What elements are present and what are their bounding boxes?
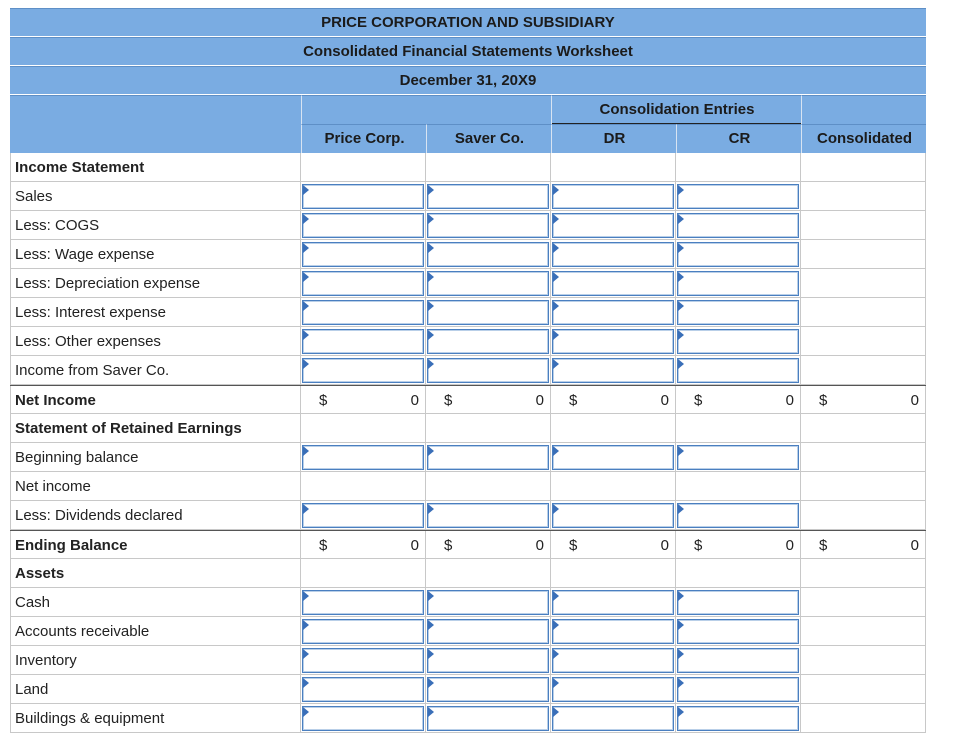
cell [676,675,801,704]
cell [676,414,801,443]
cell [801,356,926,385]
cell [551,211,676,240]
cell [426,472,551,501]
amount-input[interactable] [677,706,799,731]
cell [551,182,676,211]
cell [301,472,426,501]
cell [301,298,426,327]
amount-input[interactable] [552,358,674,383]
cell [301,153,426,182]
currency-symbol: $ [819,537,828,554]
amount-input[interactable] [552,271,674,296]
row-label: Net income [10,472,301,501]
amount-input[interactable] [677,503,799,528]
header-label-column [10,95,301,153]
cell [551,617,676,646]
cell [801,501,926,530]
total-value: 0 [785,537,794,554]
cell [551,356,676,385]
cell [801,211,926,240]
cell [426,588,551,617]
cell [801,559,926,588]
total-value: 0 [535,392,544,409]
amount-input[interactable] [677,213,799,238]
table-row [10,240,926,269]
amount-input[interactable] [302,706,424,731]
total-value: 0 [410,537,419,554]
cell [301,588,426,617]
cell [301,240,426,269]
cell [676,531,801,560]
total-value: 0 [660,537,669,554]
cell [801,531,926,560]
cell [426,559,551,588]
amount-input[interactable] [677,242,799,267]
amount-input[interactable] [302,503,424,528]
amount-input[interactable] [552,677,674,702]
cell [551,327,676,356]
cell [426,356,551,385]
cell [801,298,926,327]
cell [301,617,426,646]
amount-input[interactable] [302,648,424,673]
table-row [10,385,926,414]
cell [551,240,676,269]
cell [801,675,926,704]
amount-input[interactable] [677,329,799,354]
cell [551,559,676,588]
header-price-corp: Price Corp. [301,124,426,153]
table-row [10,182,926,211]
amount-input[interactable] [552,619,674,644]
amount-input[interactable] [427,619,549,644]
cell [676,443,801,472]
amount-input[interactable] [677,590,799,615]
amount-input[interactable] [427,445,549,470]
cell [801,386,926,415]
total-value: 0 [785,392,794,409]
row-label: Statement of Retained Earnings [10,414,301,443]
total-value: 0 [535,537,544,554]
row-label: Buildings & equipment [10,704,301,733]
currency-symbol: $ [819,392,828,409]
currency-symbol: $ [569,537,578,554]
cell [551,298,676,327]
cell [301,531,426,560]
table-row [10,501,926,530]
amount-input[interactable] [302,242,424,267]
header-spacer-right [801,95,926,124]
cell [801,704,926,733]
table-row [10,704,926,733]
table-row [10,675,926,704]
cell [551,588,676,617]
worksheet-title-name: Consolidated Financial Statements Worksheet [10,37,926,65]
row-label: Less: Dividends declared [10,501,301,530]
amount-input[interactable] [427,271,549,296]
cell [551,386,676,415]
header-saver-co: Saver Co. [426,124,551,153]
cell [801,414,926,443]
cell [676,153,801,182]
cell [426,298,551,327]
table-row [10,211,926,240]
amount-input[interactable] [677,300,799,325]
currency-symbol: $ [444,537,453,554]
amount-input[interactable] [677,271,799,296]
currency-symbol: $ [319,392,328,409]
amount-input[interactable] [302,677,424,702]
cell [426,675,551,704]
cell [676,298,801,327]
amount-input[interactable] [427,300,549,325]
row-label: Land [10,675,301,704]
cell [801,327,926,356]
row-label: Less: Other expenses [10,327,301,356]
cell [676,211,801,240]
cell [301,704,426,733]
row-label: Cash [10,588,301,617]
row-label: Accounts receivable [10,617,301,646]
consolidation-entries-label: Consolidation Entries [599,101,755,118]
cell [551,443,676,472]
amount-input[interactable] [427,503,549,528]
table-row [10,327,926,356]
cell [551,675,676,704]
amount-input[interactable] [427,184,549,209]
row-label: Net Income [10,386,301,415]
total-value: 0 [410,392,419,409]
amount-input[interactable] [677,677,799,702]
row-label: Income Statement [10,153,301,182]
total-value: 0 [910,392,919,409]
header-dr: DR [551,124,676,153]
cell [801,617,926,646]
amount-input[interactable] [677,648,799,673]
cell [426,617,551,646]
cell [426,240,551,269]
row-label: Assets [10,559,301,588]
row-label: Less: Wage expense [10,240,301,269]
amount-input[interactable] [677,445,799,470]
cell [551,704,676,733]
amount-input[interactable] [552,329,674,354]
currency-symbol: $ [694,392,703,409]
cell [551,269,676,298]
cell [301,269,426,298]
cell [676,617,801,646]
amount-input[interactable] [552,300,674,325]
amount-input[interactable] [427,329,549,354]
amount-input[interactable] [552,706,674,731]
cell [801,443,926,472]
cell [301,386,426,415]
table-row [10,530,926,559]
total-value: 0 [910,537,919,554]
cell [676,269,801,298]
worksheet-title-date: December 31, 20X9 [10,66,926,94]
amount-input[interactable] [677,619,799,644]
amount-input[interactable] [427,358,549,383]
cell [551,531,676,560]
table-row [10,646,926,675]
amount-input[interactable] [302,619,424,644]
cell [676,240,801,269]
amount-input[interactable] [427,242,549,267]
currency-symbol: $ [319,537,328,554]
cell [426,443,551,472]
table-row [10,269,926,298]
cell [676,646,801,675]
amount-input[interactable] [302,271,424,296]
amount-input[interactable] [302,329,424,354]
amount-input[interactable] [302,590,424,615]
amount-input[interactable] [552,184,674,209]
amount-input[interactable] [427,648,549,673]
currency-symbol: $ [444,392,453,409]
cell [426,531,551,560]
cell [426,646,551,675]
cell [551,414,676,443]
amount-input[interactable] [302,213,424,238]
amount-input[interactable] [552,445,674,470]
cell [676,472,801,501]
cell [301,646,426,675]
cell [301,559,426,588]
table-row [10,588,926,617]
amount-input[interactable] [427,706,549,731]
cell [301,443,426,472]
table-row [10,414,926,443]
header-consolidated: Consolidated [801,124,926,153]
cell [801,182,926,211]
amount-input[interactable] [552,213,674,238]
currency-symbol: $ [694,537,703,554]
cell [301,501,426,530]
table-row [10,472,926,501]
worksheet-title-company: PRICE CORPORATION AND SUBSIDIARY [10,8,926,36]
row-label: Less: Depreciation expense [10,269,301,298]
cell [676,356,801,385]
amount-input[interactable] [677,184,799,209]
cell [676,704,801,733]
cell [301,327,426,356]
cell [426,211,551,240]
amount-input[interactable] [302,358,424,383]
cell [676,559,801,588]
cell [301,211,426,240]
table-row [10,298,926,327]
row-label: Less: Interest expense [10,298,301,327]
table-row [10,153,926,182]
amount-input[interactable] [552,590,674,615]
amount-input[interactable] [427,677,549,702]
row-label: Income from Saver Co. [10,356,301,385]
header-consolidation-entries [551,95,801,124]
table-row [10,356,926,385]
cell [551,153,676,182]
header-cr: CR [676,124,801,153]
amount-input[interactable] [677,358,799,383]
cell [676,501,801,530]
cell [426,501,551,530]
cell [676,182,801,211]
cell [801,588,926,617]
cell [551,646,676,675]
cell [801,240,926,269]
cell [676,386,801,415]
cell [676,588,801,617]
table-row [10,559,926,588]
table-row [10,617,926,646]
cell [301,356,426,385]
cell [426,153,551,182]
cell [426,269,551,298]
amount-input[interactable] [552,648,674,673]
amount-input[interactable] [427,213,549,238]
cell [426,414,551,443]
cell [426,386,551,415]
row-label: Beginning balance [10,443,301,472]
cell [801,153,926,182]
row-label: Sales [10,182,301,211]
currency-symbol: $ [569,392,578,409]
total-value: 0 [660,392,669,409]
row-label: Inventory [10,646,301,675]
cell [801,472,926,501]
cell [426,704,551,733]
amount-input[interactable] [427,590,549,615]
amount-input[interactable] [552,242,674,267]
amount-input[interactable] [302,300,424,325]
cell [301,414,426,443]
cell [551,472,676,501]
header-spacer [301,95,551,124]
amount-input[interactable] [552,503,674,528]
row-label: Less: COGS [10,211,301,240]
amount-input[interactable] [302,445,424,470]
cell [801,646,926,675]
cell [551,501,676,530]
amount-input[interactable] [302,184,424,209]
cell [801,269,926,298]
table-row [10,443,926,472]
row-label: Ending Balance [10,531,301,560]
cell [676,327,801,356]
cell [301,675,426,704]
cell [301,182,426,211]
cell [426,182,551,211]
cell [426,327,551,356]
